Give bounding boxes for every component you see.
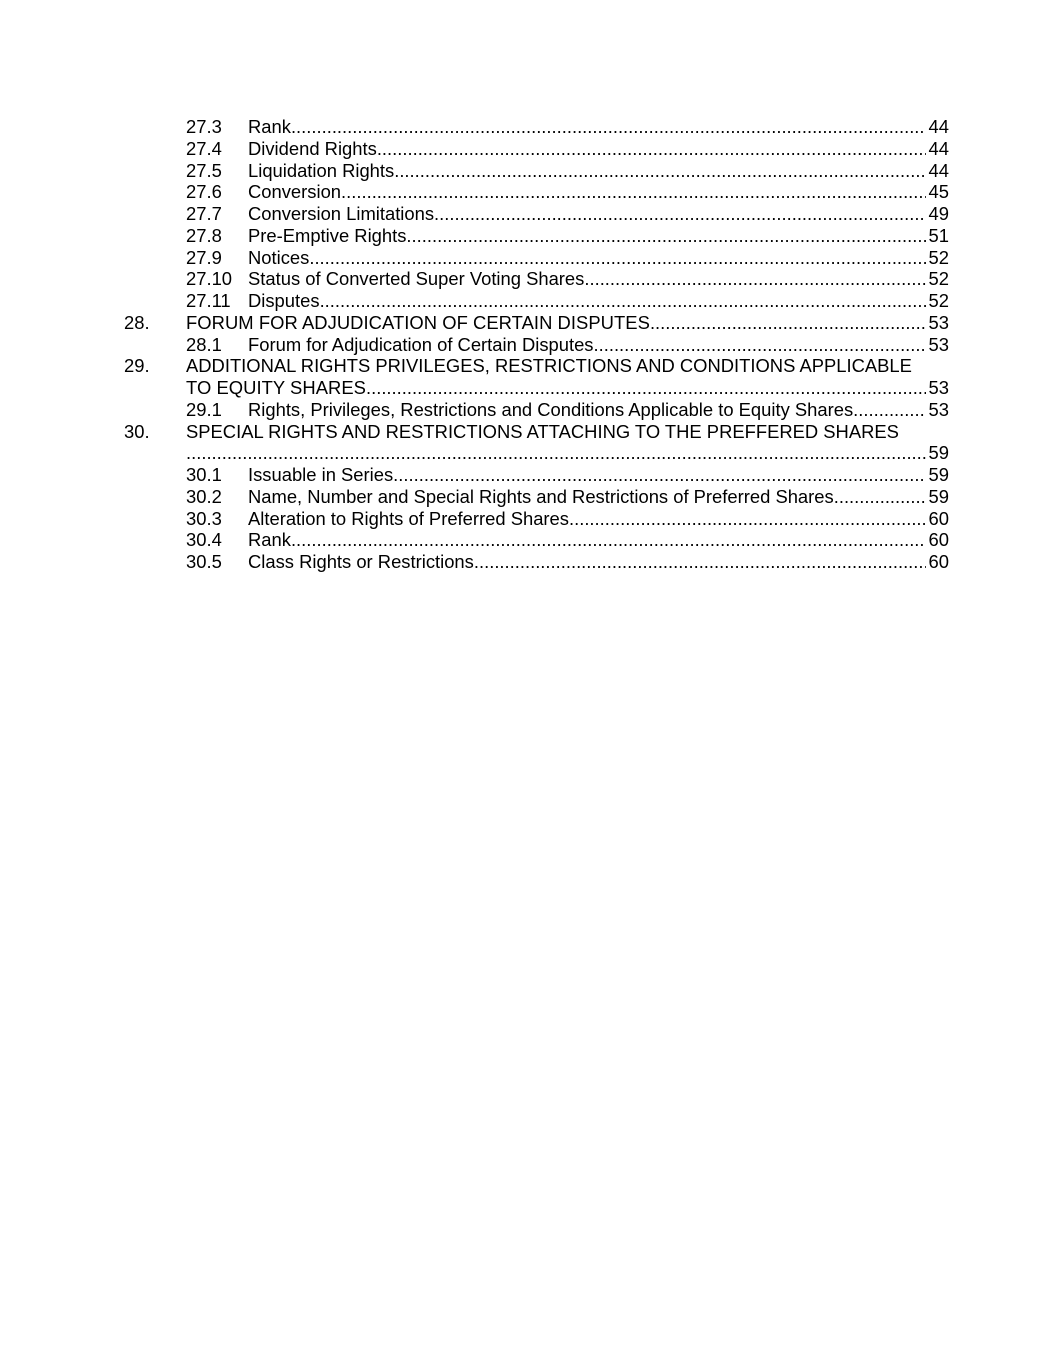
toc-entry-page: 60	[928, 529, 949, 551]
toc-entry-27-5[interactable]	[0, 160, 1055, 182]
toc-entry-title-line-2: TO EQUITY SHARES	[186, 377, 366, 398]
toc-entry-27-11[interactable]	[0, 290, 1055, 312]
toc-entry-page: 44	[928, 137, 949, 159]
toc-entry-number: 29.1	[186, 398, 222, 420]
toc-entry-title: Rank	[248, 116, 291, 137]
toc-entry-title: Issuable in Series.	[248, 464, 399, 485]
toc-entry-link[interactable]	[248, 486, 949, 508]
dot-leader	[366, 377, 926, 399]
toc-entry-link[interactable]	[248, 551, 949, 573]
toc-entry-title: Disputes	[248, 290, 320, 311]
toc-entry-29-continued[interactable]	[0, 377, 1055, 399]
toc-entry-number: 27.10	[186, 268, 233, 290]
toc-entry-page: 59	[928, 485, 949, 507]
toc-entry-page: 59	[928, 464, 949, 485]
toc-entry-page: 60	[928, 507, 949, 529]
toc-entry-number: 27.7	[186, 203, 222, 224]
toc-entry-title: Pre-Emptive Rights	[248, 224, 407, 246]
toc-entry-27-9[interactable]	[0, 247, 1055, 269]
toc-entry-link[interactable]	[248, 116, 949, 138]
dot-leader	[320, 290, 926, 312]
dot-leader	[858, 399, 925, 421]
toc-entry-page: 60	[928, 551, 949, 572]
toc-entry-link[interactable]	[186, 377, 949, 399]
table-of-contents	[0, 116, 1055, 573]
toc-entry-number: 28.1	[186, 333, 222, 355]
toc-entry-number: 27.4	[186, 137, 222, 159]
dot-leader	[377, 138, 926, 160]
toc-entry-number: 29.	[124, 355, 150, 377]
toc-entry-link[interactable]	[248, 399, 949, 421]
toc-entry-number: 28.	[124, 311, 150, 333]
toc-entry-30-3[interactable]	[0, 508, 1055, 530]
toc-entry-title: Forum for Adjudication of Certain Disputes.	[248, 333, 599, 355]
toc-entry-page: 52	[928, 268, 949, 290]
toc-entry-number: 30.1	[186, 464, 222, 485]
toc-entry-page: 44	[928, 116, 949, 137]
toc-entry-27-7[interactable]	[0, 203, 1055, 225]
dot-leader	[186, 442, 926, 464]
toc-entry-30[interactable]	[0, 421, 1055, 443]
toc-entry-27-3[interactable]	[0, 116, 1055, 138]
toc-entry-28[interactable]	[0, 312, 1055, 334]
toc-entry-27-4[interactable]	[0, 138, 1055, 160]
toc-entry-title: Rank	[248, 529, 291, 551]
toc-entry-page: 53	[928, 311, 949, 333]
toc-entry-29[interactable]	[0, 355, 1055, 377]
toc-entry-number: 30.2	[186, 485, 222, 507]
toc-entry-27-10[interactable]	[0, 268, 1055, 290]
toc-entry-page: 52	[928, 290, 949, 311]
toc-entry-number: 27.6	[186, 181, 222, 203]
toc-entry-number: 30.3	[186, 507, 222, 529]
toc-entry-title: Conversion Limitations	[248, 203, 435, 224]
dot-leader	[291, 529, 926, 551]
toc-entry-page: 53	[928, 377, 949, 398]
toc-entry-page: 53	[928, 398, 949, 420]
toc-entry-title: Conversion	[248, 181, 342, 203]
dot-leader	[569, 508, 926, 530]
toc-entry-link[interactable]	[248, 181, 949, 203]
toc-entry-link[interactable]	[248, 247, 949, 269]
toc-entry-title: Dividend Rights	[248, 137, 377, 159]
toc-entry-30-4[interactable]	[0, 529, 1055, 551]
dot-leader	[434, 203, 925, 225]
toc-entry-title: Alteration to Rights of Preferred Shares	[248, 507, 569, 529]
toc-entry-title: Liquidation Rights	[248, 159, 395, 181]
dot-leader	[650, 312, 926, 334]
toc-entry-page: 49	[928, 203, 949, 224]
toc-entry-link[interactable]	[186, 312, 949, 334]
toc-entry-title: Class Rights or Restrictions	[248, 551, 474, 572]
toc-entry-title: Name, Number and Special Rights and Restrictions of Preferred Shares	[248, 485, 834, 507]
dot-leader	[398, 464, 925, 486]
toc-entry-title: FORUM FOR ADJUDICATION OF CERTAIN DISPUTES	[186, 311, 650, 333]
toc-entry-link[interactable]	[248, 290, 949, 312]
toc-entry-link[interactable]	[248, 138, 949, 160]
dot-leader	[474, 551, 926, 573]
toc-entry-link[interactable]	[248, 160, 949, 182]
toc-entry-30-5[interactable]	[0, 551, 1055, 573]
dot-leader	[406, 225, 925, 247]
toc-entry-27-8[interactable]	[0, 225, 1055, 247]
toc-entry-30-1[interactable]	[0, 464, 1055, 486]
toc-entry-28-1[interactable]	[0, 334, 1055, 356]
toc-entry-title: SPECIAL RIGHTS AND RESTRICTIONS ATTACHING TO THE PREFFERED SHARES	[186, 420, 899, 442]
toc-entry-number: 30.4	[186, 529, 222, 551]
toc-entry-link[interactable]	[248, 464, 949, 486]
toc-entry-number: 30.	[124, 420, 150, 442]
toc-entry-number: 30.5	[186, 551, 222, 572]
toc-entry-title: Notices	[248, 246, 310, 268]
dot-leader	[584, 268, 925, 290]
toc-entry-page: 59	[928, 442, 949, 464]
toc-entry-title: Status of Converted Super Voting Shares	[248, 268, 585, 290]
dot-leader	[394, 160, 925, 182]
toc-entry-30-continued[interactable]	[0, 442, 1055, 464]
toc-entry-number: 27.3	[186, 116, 222, 137]
dot-leader	[834, 486, 926, 508]
toc-entry-number: 27.8	[186, 224, 222, 246]
toc-entry-page: 51	[928, 224, 949, 246]
toc-entry-27-6[interactable]	[0, 181, 1055, 203]
toc-entry-link[interactable]	[186, 442, 949, 464]
toc-entry-link[interactable]	[248, 268, 949, 290]
toc-entry-number: 27.5	[186, 159, 222, 181]
toc-entry-link[interactable]	[248, 203, 949, 225]
dot-leader	[309, 247, 925, 269]
dot-leader	[341, 181, 926, 203]
toc-entry-link[interactable]	[248, 508, 949, 530]
toc-entry-30-2[interactable]	[0, 486, 1055, 508]
toc-entry-page: 53	[928, 333, 949, 355]
dot-leader	[599, 334, 926, 356]
dot-leader	[291, 116, 926, 138]
toc-entry-29-1[interactable]	[0, 399, 1055, 421]
toc-entry-number: 27.11	[186, 290, 231, 311]
toc-entry-title: Rights, Privileges, Restrictions and Conditions Applicable to Equity Shares.	[248, 398, 859, 420]
toc-entry-page: 44	[928, 159, 949, 181]
toc-entry-link[interactable]	[248, 529, 949, 551]
toc-entry-page: 45	[928, 181, 949, 203]
toc-entry-title-line-1: ADDITIONAL RIGHTS PRIVILEGES, RESTRICTIONS AND CONDITIONS APPLICABLE	[186, 355, 912, 377]
toc-entry-number: 27.9	[186, 246, 222, 268]
toc-entry-page: 52	[928, 246, 949, 268]
toc-entry-link[interactable]	[248, 225, 949, 247]
toc-entry-link[interactable]	[248, 334, 949, 356]
